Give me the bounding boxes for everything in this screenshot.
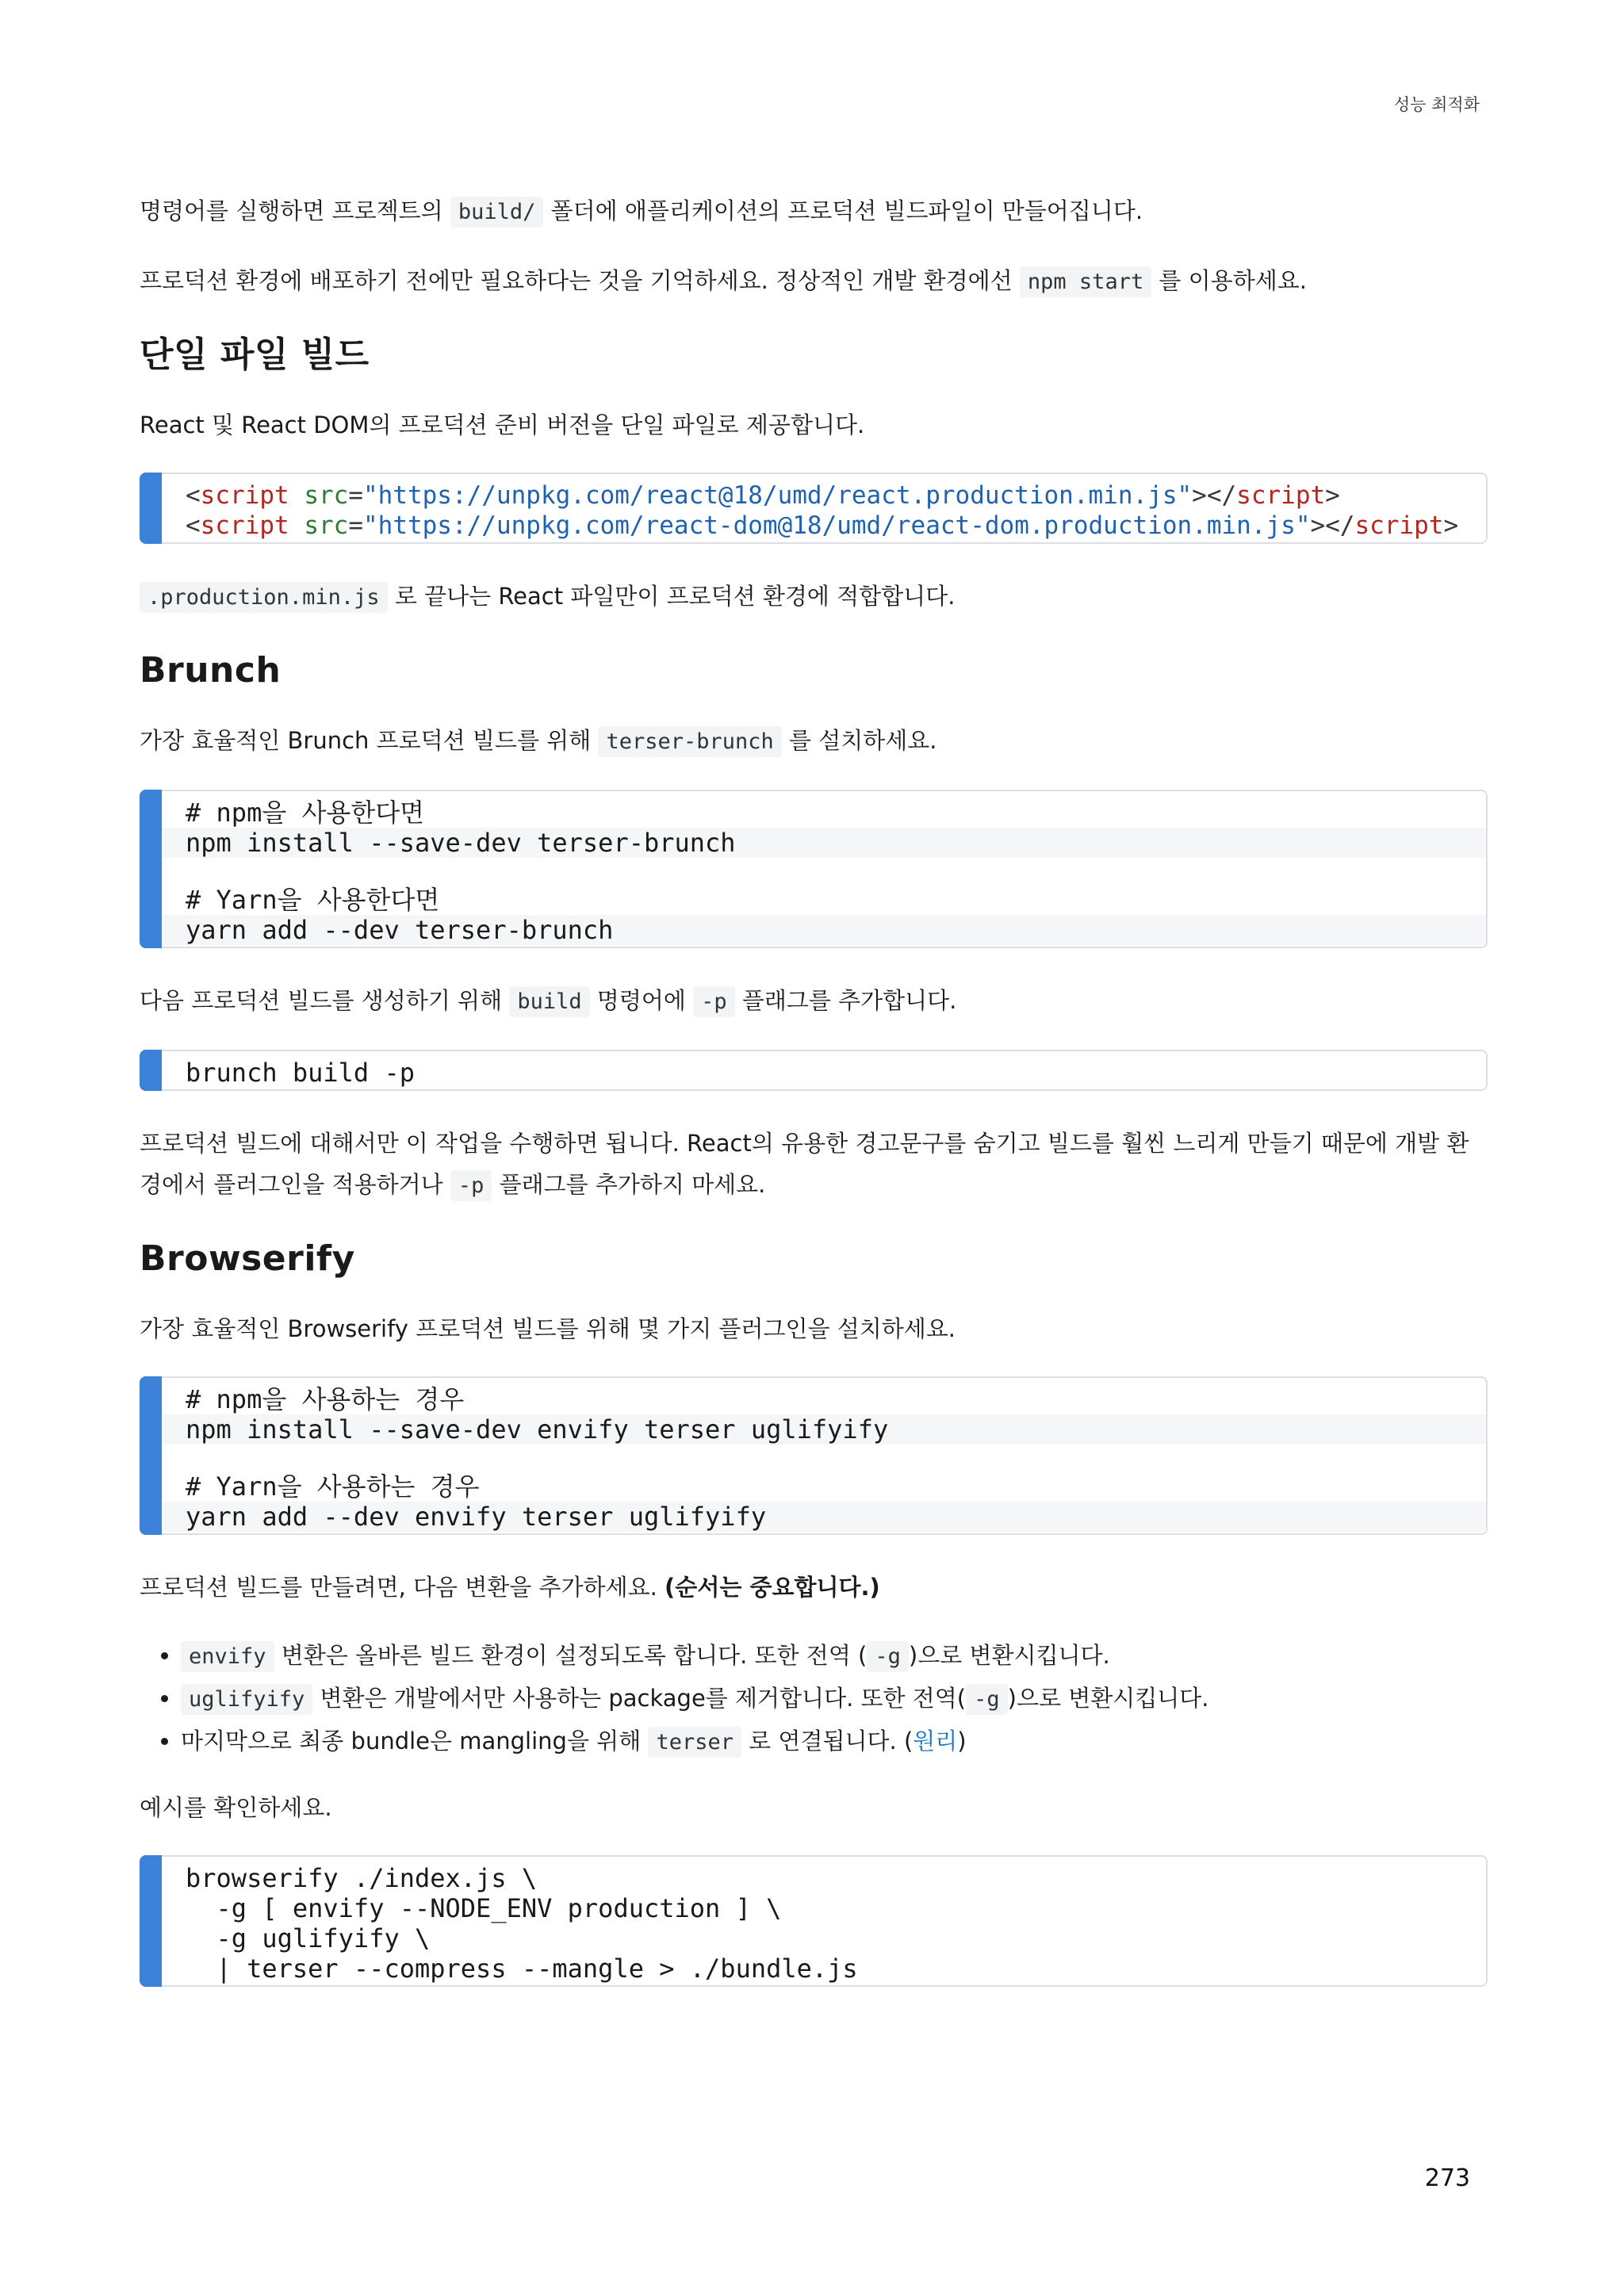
document-body xyxy=(140,190,1488,2019)
intro-paragraph-1: 명령어를 실행하면 프로젝트의 build/ 폴더에 애플리케이션의 프로덕션 빌드파일이 만들어집니다. xyxy=(140,190,1488,233)
browserify-description: 가장 효율적인 Browserify 프로덕션 빌드를 위해 몇 가지 플러그인을 설치하세요. xyxy=(140,1315,956,1342)
code-block-brunch-build xyxy=(140,1050,1488,1091)
brunch-warning: 프로덕션 빌드에 대해서만 이 작업을 수행하면 됩니다. React의 유용한 경고문구를 숨기고 빌드를 훨씬 느리게 만들기 때문에 개발 환경에서 플러그인을 적용하거나 -p 플래그를 추가하지 마세요. xyxy=(140,1123,1488,1207)
code-block-cdn-scripts xyxy=(140,473,1488,544)
browserify-transforms-intro: 프로덕션 빌드를 만들려면, 다음 변환을 추가하세요. (순서는 중요합니다.) xyxy=(140,1574,880,1601)
inline-code: -g xyxy=(966,1684,1008,1715)
inline-code: envify xyxy=(181,1641,274,1672)
inline-code: build xyxy=(509,986,589,1017)
list-item: • envify 변환은 올바른 빌드 환경이 설정되도록 합니다. 또한 전역 ( -g )으로 변환시킵니다. xyxy=(181,1635,1488,1678)
inline-code: terser xyxy=(648,1727,741,1758)
inline-code: terser-brunch xyxy=(598,726,781,757)
code-line xyxy=(141,1445,1486,1471)
code-line: # Yarn을 사용하는 경우 xyxy=(186,1471,480,1502)
order-emphasis: (순서는 중요합니다.) xyxy=(665,1574,880,1601)
code-line: yarn add --dev terser-brunch xyxy=(141,915,1486,945)
inline-code: -p xyxy=(693,986,735,1017)
inline-code: .production.min.js xyxy=(140,582,388,613)
production-note: .production.min.js 로 끝나는 React 파일만이 프로덕션 환경에 적합합니다. xyxy=(140,576,1488,618)
code-line: # Yarn을 사용한다면 xyxy=(186,885,440,915)
heading-single-file-build: 단일 파일 빌드 xyxy=(140,335,370,375)
code-line: npm install --save-dev terser-brunch xyxy=(141,828,1486,858)
inline-code: -p xyxy=(450,1170,492,1201)
inline-code: npm start xyxy=(1020,266,1151,297)
code-block-browserify-install xyxy=(140,1376,1488,1535)
example-intro: 예시를 확인하세요. xyxy=(140,1794,332,1821)
inline-code: build/ xyxy=(450,197,544,228)
code-block-browserify-command xyxy=(140,1855,1488,1987)
list-item: • uglifyify 변환은 개발에서만 사용하는 package를 제거합니다. 또한 전역( -g )으로 변환시킵니다. xyxy=(181,1678,1488,1720)
principle-link[interactable]: 원리 xyxy=(913,1728,958,1755)
single-file-description: React 및 React DOM의 프로덕션 준비 버전을 단일 파일로 제공합니다. xyxy=(140,411,865,438)
brunch-description: 가장 효율적인 Brunch 프로덕션 빌드를 위해 terser-brunch 를 설치하세요. xyxy=(140,720,1488,763)
code-line: <script src="https://unpkg.com/react-dom@18/umd/react-dom.production.min.js"></script> xyxy=(186,511,1459,540)
code-line: # npm을 사용한다면 xyxy=(186,798,425,828)
code-line: <script src="https://unpkg.com/react@18/umd/react.production.min.js"></script> xyxy=(186,481,1340,510)
code-line: yarn add --dev envify terser uglifyify xyxy=(141,1502,1486,1532)
brunch-build-instruction: 다음 프로덕션 빌드를 생성하기 위해 build 명령어에 -p 플래그를 추가합니다. xyxy=(140,980,1488,1023)
inline-code: uglifyify xyxy=(181,1684,312,1715)
inline-code: -g xyxy=(867,1641,909,1672)
heading-browserify: Browserify xyxy=(140,1238,355,1279)
heading-brunch: Brunch xyxy=(140,650,282,691)
code-line: | terser --compress --mangle > ./bundle.js xyxy=(186,1954,858,1984)
code-line: -g uglifyify \ xyxy=(186,1923,431,1954)
code-block-brunch-install xyxy=(140,790,1488,948)
code-line: brunch build -p xyxy=(186,1058,415,1088)
code-line: # npm을 사용하는 경우 xyxy=(186,1384,465,1414)
running-header: 성능 최적화 xyxy=(1393,95,1480,114)
intro-paragraph-2: 프로덕션 환경에 배포하기 전에만 필요하다는 것을 기억하세요. 정상적인 개발 환경에선 npm start 를 이용하세요. xyxy=(140,260,1488,303)
code-line xyxy=(141,858,1486,885)
code-line: browserify ./index.js \ xyxy=(186,1863,538,1893)
code-line: npm install --save-dev envify terser uglifyify xyxy=(141,1414,1486,1445)
page-number: 273 xyxy=(1424,2164,1470,2192)
code-line: -g [ envify --NODE_ENV production ] \ xyxy=(186,1893,782,1923)
transform-list xyxy=(140,1635,1488,1763)
list-item: • 마지막으로 최종 bundle은 mangling을 위해 terser 로 연결됩니다. (원리) xyxy=(181,1720,1488,1763)
